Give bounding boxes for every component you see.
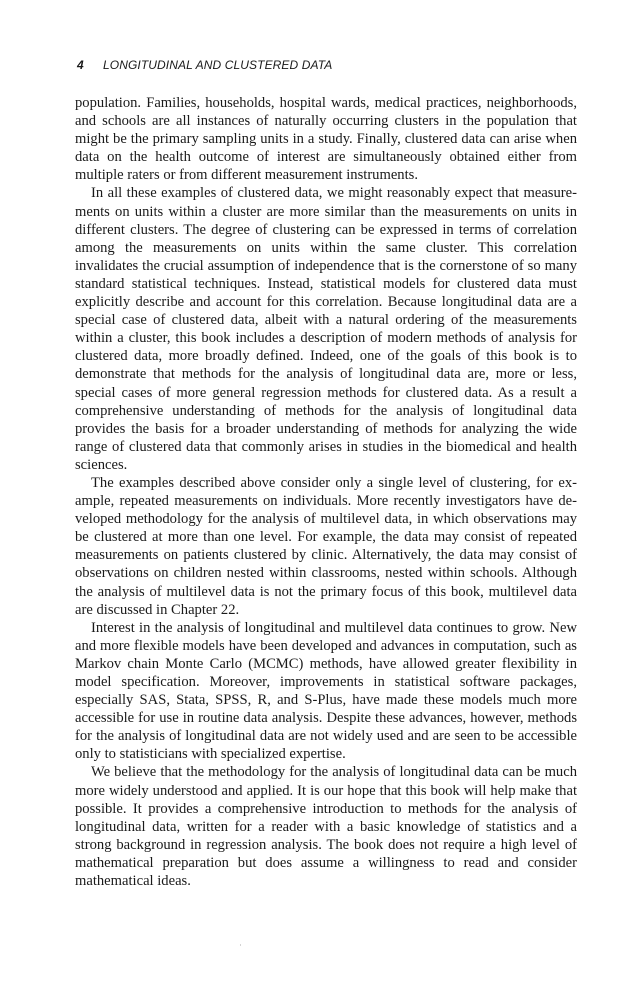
scan-speck bbox=[240, 944, 241, 946]
paragraph: In all these examples of clustered data, we might reasonably expect that measurements on units within a cluster are more similar than the measurements on units in different clusters. The degree of clustering can be expressed in terms of correlation among the measurements on units within the same cluster. This correlation invalidates the crucial assumption of independence that is the cornerstone of so many standard statistical techniques. Instead, statistical models for clustered data must explicitly describe and account for this correlation. Because longitudinal data are a special case of clustered data, albeit with a natural ordering of the measurements within a cluster, this book includes a description of modern methods of analysis for clustered data, more broadly defined. Indeed, one of the goals of this book is to demonstrate that methods for the analysis of longitudinal data are, more or less, special cases of more general regression methods for clustered data. As a result a comprehensive understanding of methods for the analysis of longitudinal data provides the basis for a broader understanding of methods for analyzing the wide range of clustered data that commonly arises in studies in the biomedical and health sciences. bbox=[75, 185, 577, 473]
paragraph: We believe that the methodology for the analysis of longitudinal data can be much more widely understood and applied. It is our hope that this book will help make that possible. It provides a comprehensive introduction to methods for the analysis of longitudinal data, written for a reader with a basic knowledge of statistics and a strong background in regression analysis. The book does not require a high level of mathematical preparation but does assume a willingness to read and consider mathematical ideas. bbox=[75, 764, 577, 890]
page-number: 4 bbox=[77, 58, 84, 72]
running-head bbox=[77, 58, 557, 72]
body-text bbox=[75, 94, 577, 890]
paragraph: The examples described above consider only a single level of clustering, for example, repeated measurements on individuals. More recently investigators have developed methodology for the analysis of multilevel data, in which observations may be clustered at more than one level. For example, the data may consist of repeated measurements on patients clustered by clinic. Alternatively, the data may consist of observations on children nested within classrooms, nested within schools. Although the analysis of multilevel data is not the primary focus of this book, multilevel data are discussed in Chapter 22. bbox=[75, 474, 577, 618]
paragraph: Interest in the analysis of longitudinal and multilevel data continues to grow. New and more flexible models have been developed and advances in computation, such as Markov chain Monte Carlo (MCMC) methods, have allowed greater flexibility in model specification. Moreover, improvements in statistical software packages, especially SAS, Stata, SPSS, R, and S-Plus, have made these models much more accessible for use in routine data analysis. Despite these advances, however, methods for the analysis of longitudinal data are not widely used and are seen to be accessible only to statisticians with specialized expertise. bbox=[75, 619, 577, 763]
running-head-title: LONGITUDINAL AND CLUSTERED DATA bbox=[103, 58, 333, 72]
paragraph: population. Families, households, hospital wards, medical practices, neighborhoods, and schools are all instances of naturally occurring clusters in the population that might be the primary sampling units in a study. Finally, clustered data can arise when data on the health outcome of interest are simultaneously obtained either from multiple raters or from different measurement instruments. bbox=[75, 95, 577, 184]
